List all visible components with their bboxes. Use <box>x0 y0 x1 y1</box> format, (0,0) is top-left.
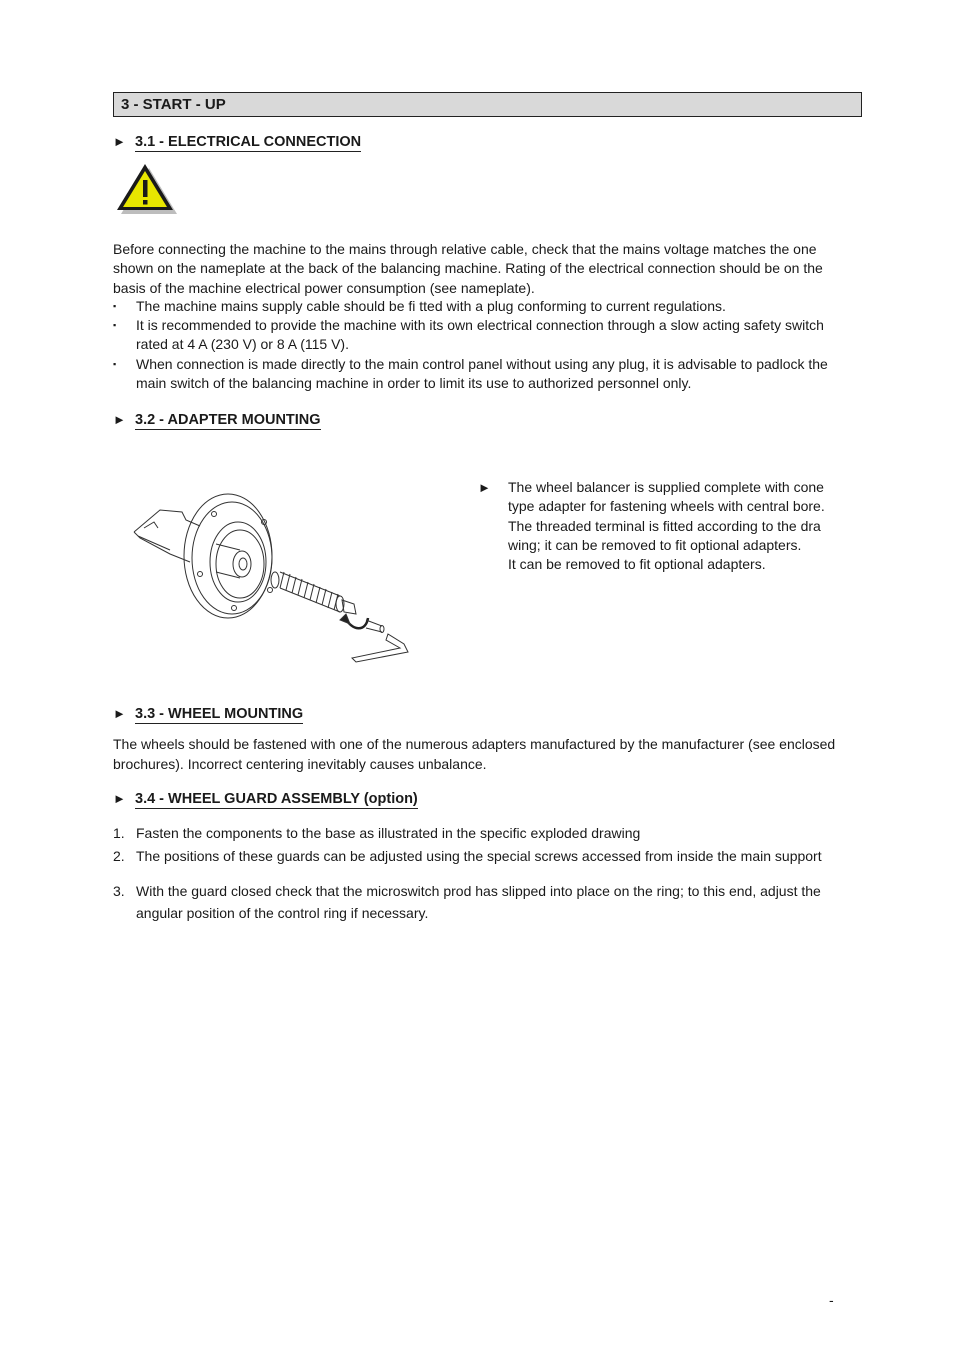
section-title: 3 - START - UP <box>121 96 226 113</box>
arrow-icon: ► <box>113 412 126 427</box>
list-item: 2. The positions of these guards can be adjusted using the special screws accessed from inside the main support <box>113 848 822 864</box>
list-item: 1. Fasten the components to the base as illustrated in the specific exploded drawing <box>113 825 641 841</box>
wheel-mounting-paragraph: The wheels should be fastened with one of the numerous adapters manufactured by the manufacturer (see enclosed brochures). Incorrect centering inevitably causes unbalance. <box>113 736 836 772</box>
list-item: 3. With the guard closed check that the microswitch prod has slipped into place on the ring; to this end, adjust the angular position of the control ring if necessary. <box>113 883 821 921</box>
arrow-icon: ► <box>478 480 491 495</box>
heading-wheel-mounting: ► 3.3 - WHEEL MOUNTING <box>113 706 304 722</box>
arrow-icon: ► <box>113 791 126 806</box>
bullet-item: ▪ The machine mains supply cable should be fi tted with a plug conforming to current regulations. <box>113 298 726 314</box>
electrical-paragraph: Before connecting the machine to the mains through relative cable, check that the mains voltage matches the one shown on the nameplate at the back of the balancing machine. Rating of the electrical connection should be on the basis of the machine electrical power consumption (see nameplate). <box>113 241 823 296</box>
section-title-bar <box>113 92 862 117</box>
bullet-item: ▪ When connection is made directly to the main control panel without using any plug, it is advisable to padlock the main switch of the balancing machine in order to limit its use to authorized personnel only. <box>113 356 828 392</box>
heading-electrical-connection: ► 3.1 - ELECTRICAL CONNECTION <box>113 134 362 150</box>
arrow-icon: ► <box>113 134 126 149</box>
warning-icon <box>113 162 179 214</box>
bullet-item: ▪ It is recommended to provide the machine with its own electrical connection through a slow acting safety switch rated at 4 A (230 V) or 8 A (115 V). <box>113 317 824 353</box>
adapter-mounting-illustration <box>130 492 415 672</box>
heading-adapter-mounting: ► 3.2 - ADAPTER MOUNTING <box>113 412 321 428</box>
adapter-note: ► The wheel balancer is supplied complete with cone type adapter for fastening wheels with central bore. The threaded terminal is fitted according to the dra wing; it can be removed to fit optional adapters. It can be removed to fit optional adapters. <box>478 479 825 573</box>
heading-wheel-guard-assembly: ► 3.4 - WHEEL GUARD ASSEMBLY (option) <box>113 791 418 807</box>
page-number: - <box>829 1292 834 1308</box>
arrow-icon: ► <box>113 706 126 721</box>
